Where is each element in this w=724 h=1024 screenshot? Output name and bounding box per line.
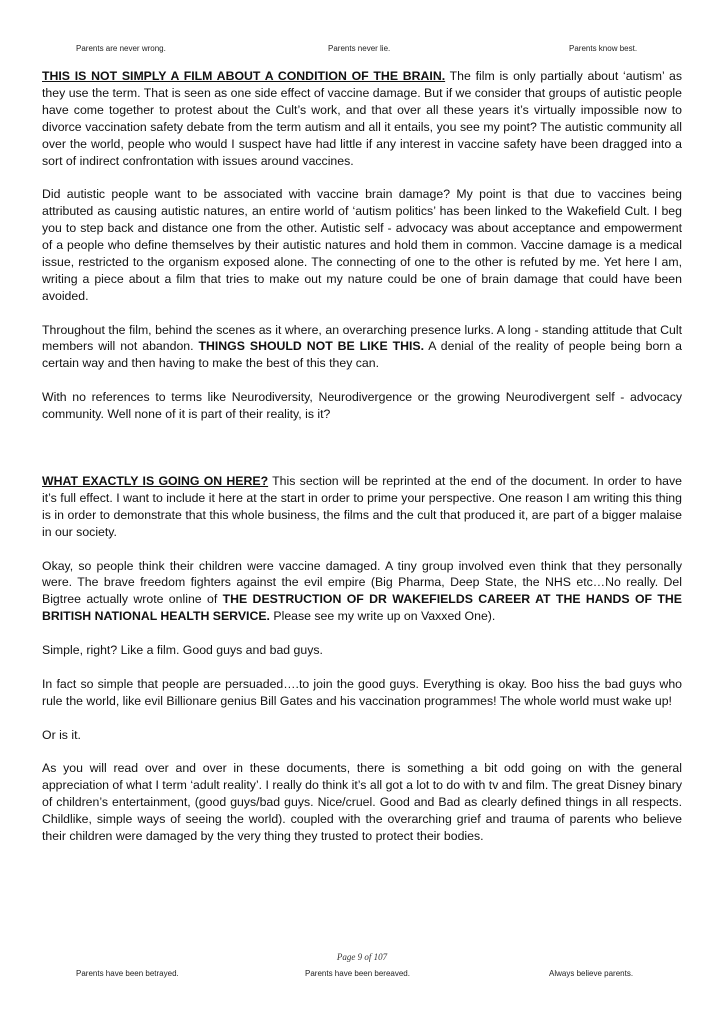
document-body xyxy=(42,68,682,862)
paragraph-text: With no references to terms like Neurodiversity, Neurodivergence or the growing Neurodivergent self - advocacy community. Well none of it is part of their reality, is it? xyxy=(42,390,682,422)
section-heading: THIS IS NOT SIMPLY A FILM ABOUT A CONDITION OF THE BRAIN. xyxy=(42,69,446,83)
paragraph xyxy=(42,322,682,373)
paragraph xyxy=(42,68,682,169)
paragraph-text: Please see my write up on Vaxxed One). xyxy=(269,609,496,624)
paragraph-text: The film is only partially about ‘autism’ as they use the term. That is seen as one side effect of vaccine damage. But if we consider that groups of autistic people have come together to protest about the Cult’s work, and that over all these years it’s virtually impossible now to divorce vaccination safety debate from the term autism and all it entails, you see my point? The autistic community all over the world, people who would I suspect have had little if any interest in vaccine safety have been dragged into a sort of indirect confrontation with issues around vaccines. xyxy=(42,69,682,168)
footer-right-text: Always believe parents. xyxy=(549,969,634,978)
paragraph-text: This section will be reprinted at the end of the document. In order to have it’s full effect. I want to include it here at the start in order to prime your perspective. One reason I am writing this thing is in order to demonstrate that this whole business, the films and the cult that produced it, are part of a bigger malaise in our society. xyxy=(42,473,682,539)
paragraph xyxy=(42,727,682,744)
paragraph xyxy=(42,760,682,845)
header-right-text: Parents know best. xyxy=(569,44,638,53)
paragraph xyxy=(42,676,682,710)
footer-center-text: Parents have been bereaved. xyxy=(305,969,410,978)
paragraph xyxy=(42,389,682,423)
header-center-text: Parents never lie. xyxy=(328,44,391,53)
paragraph xyxy=(42,558,682,626)
footer-left-text: Parents have been betrayed. xyxy=(76,969,179,978)
paragraph-text: As you will read over and over in these documents, there is something a bit odd going on with the general appreciation of what I term ‘adult reality’. I really do think it’s all got a lot to do with tv and film. The great Disney binary of children’s entertainment, (good guys/bad guys. Nice/cruel. Good and Bad as clearly defined things in all respects. Childlike, simple ways of seeing the world). coupled with the overarching grief and trauma of parents who believe their children were damaged by the very thing they trusted to protect their bodies. xyxy=(42,761,682,843)
section-heading: WHAT EXACTLY IS GOING ON HERE? xyxy=(42,473,269,488)
header-left-text: Parents are never wrong. xyxy=(76,44,166,53)
paragraph xyxy=(42,186,682,304)
paragraph-text: Throughout the film, behind the scenes as it where, an overarching presence lurks. A long - standing attitude that Cult members will not abandon. xyxy=(42,322,682,354)
paragraph-text: Simple, right? Like a film. Good guys and bad guys. xyxy=(42,643,323,658)
bold-emphasis: THINGS SHOULD NOT BE LIKE THIS. xyxy=(198,339,425,354)
bold-emphasis: THE DESTRUCTION OF DR WAKEFIELDS CAREER AT THE HANDS OF THE BRITISH NATIONAL HEALTH SERVICE. xyxy=(42,592,682,624)
paragraph-text: In fact so simple that people are persuaded….to join the good guys. Everything is okay. Boo hiss the bad guys who rule the world, like evil Billionare genius Bill Gates and his vaccination programmes! The whole world must wake up! xyxy=(42,676,682,708)
paragraph xyxy=(42,642,682,659)
paragraph-text: A denial of the reality of people being born a certain way and then having to make the best of this they can. xyxy=(42,339,683,371)
page-number: Page 9 of 107 xyxy=(336,952,388,962)
paragraph xyxy=(42,473,682,541)
paragraph-text: Did autistic people want to be associated with vaccine brain damage? My point is that due to vaccines being attributed as causing autistic natures, an entire world of ‘autism politics’ has been linked to the Wakefield Cult. I beg you to step back and distance one from the other. Autistic self - advocacy was about acceptance and empowerment of a people who define themselves by their autistic natures and hold them in common. Vaccine damage is a medical issue, restricted to the organism exposed alone. The connecting of one to the other is refuted by me. Yet here I am, writing a piece about a film that tries to make out my nature could be one of brain damage that could have been avoided. xyxy=(42,187,682,303)
paragraph-text: Or is it. xyxy=(42,727,81,742)
paragraph-text: Okay, so people think their children were vaccine damaged. A tiny group involved even think that they personally were. The brave freedom fighters against the evil empire (Big Pharma, Deep State, the NHS etc…No really. Del Bigtree actually wrote online of xyxy=(42,558,682,607)
